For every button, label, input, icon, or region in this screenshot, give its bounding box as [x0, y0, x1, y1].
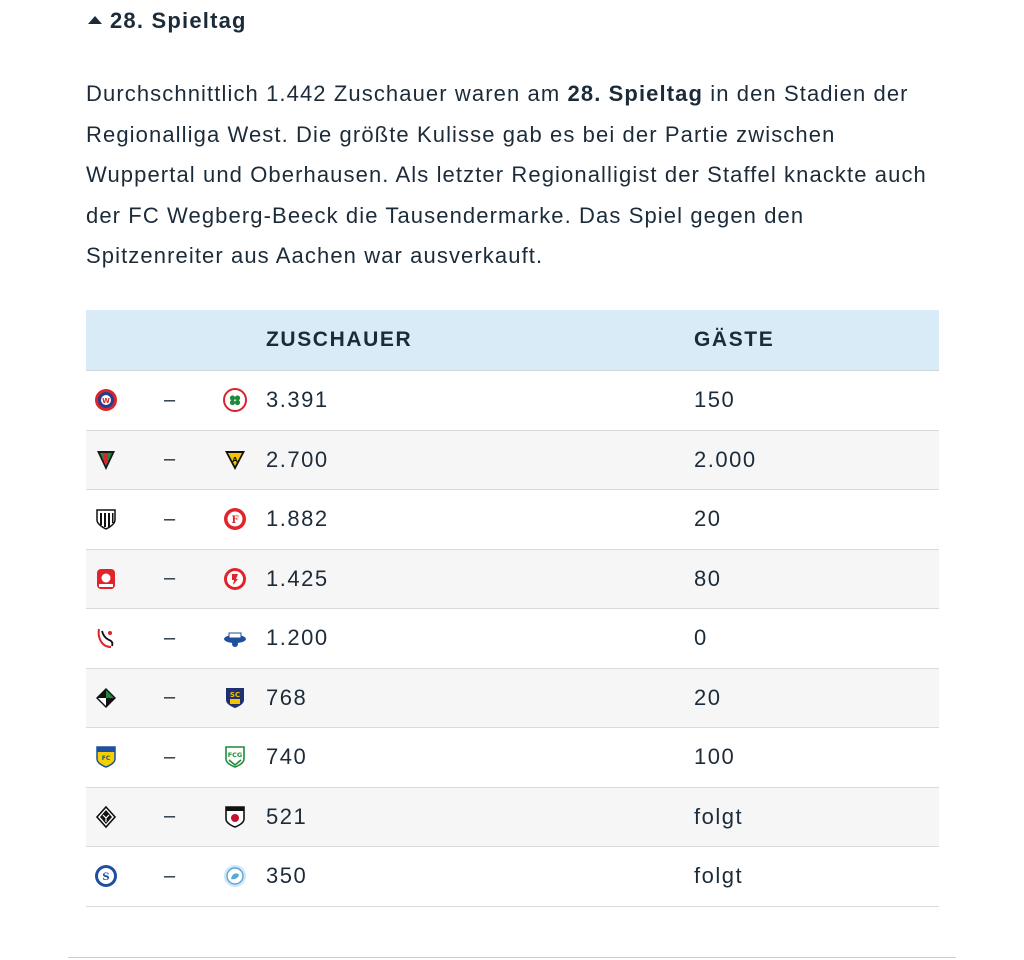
- bocholt-crest-icon: [94, 567, 118, 591]
- aachen-crest-icon: [223, 448, 247, 472]
- zuschauer-value: 768: [266, 684, 308, 710]
- paderborn-ii-crest-icon: [223, 626, 247, 650]
- match-dash: –: [164, 805, 176, 828]
- match-dash: –: [164, 448, 176, 471]
- zuschauer-value: 1.200: [266, 625, 329, 651]
- table-header: [86, 310, 939, 371]
- gladbach-ii-crest-icon: [94, 805, 118, 829]
- roedinghausen-crest-icon: [223, 805, 247, 829]
- svg-text:W: W: [102, 397, 110, 406]
- zuschauer-value: 3.391: [266, 387, 329, 413]
- lippstadt-crest-icon: [223, 864, 247, 888]
- wiedenbrueck-crest-icon: [94, 507, 118, 531]
- svg-text:F: F: [231, 515, 239, 527]
- zuschauer-value: 521: [266, 803, 308, 829]
- gaeste-value: 80: [694, 565, 722, 591]
- zuschauer-value: 1.425: [266, 565, 329, 591]
- zuschauer-value: 2.700: [266, 446, 329, 472]
- match-dash: –: [164, 864, 176, 887]
- table-row: [86, 669, 939, 729]
- gaeste-value: 150: [694, 387, 736, 413]
- attendance-table: [86, 310, 939, 907]
- gaeste-value: 0: [694, 625, 708, 651]
- zuschauer-value: 350: [266, 863, 308, 889]
- section-toggle[interactable]: [88, 6, 247, 36]
- gaeste-value: 20: [694, 506, 722, 532]
- match-dash: –: [164, 388, 176, 411]
- table-row: [86, 847, 939, 907]
- wuppertal-crest-icon: [94, 388, 118, 412]
- intro-text-2: in den Stadien der Regionalliga West. Die größte Kulisse gab es bei der Partie zwischen Wuppertal und Oberhausen. Als letzter Regionalligist der Staffel knackte auch der FC Wegberg-Beeck die Tausendermarke. Das Spiel gegen den Spitzenreiter aus Aachen war ausverkauft.: [86, 81, 927, 268]
- intro-paragraph: [86, 74, 946, 277]
- match-dash: –: [164, 626, 176, 649]
- table-row: [86, 609, 939, 669]
- zuschauer-value: 740: [266, 744, 308, 770]
- table-row: [86, 490, 939, 550]
- gaeste-value: 100: [694, 744, 736, 770]
- table-row: [86, 371, 939, 431]
- schalke-ii-crest-icon: [94, 864, 118, 888]
- match-dash: –: [164, 507, 176, 530]
- yellow-club-crest-icon: [94, 745, 118, 769]
- gaeste-value: folgt: [694, 863, 744, 889]
- match-dash: –: [164, 567, 176, 590]
- oberhausen-crest-icon: [223, 388, 247, 412]
- match-dash: –: [164, 686, 176, 709]
- gaeste-value: 20: [694, 684, 722, 710]
- table-row: [86, 431, 939, 491]
- wegberg-beeck-crest-icon: [94, 448, 118, 472]
- section-divider: [68, 957, 956, 958]
- header-zuschauer: ZUSCHAUER: [266, 328, 413, 351]
- gaeste-value: 2.000: [694, 446, 757, 472]
- intro-text-1: Durchschnittlich 1.442 Zuschauer waren am: [86, 81, 568, 106]
- sc-crest-icon: [223, 686, 247, 710]
- svg-text:S: S: [102, 872, 110, 884]
- match-dash: –: [164, 745, 176, 768]
- svg-text:A: A: [232, 455, 238, 464]
- gaeste-value: folgt: [694, 803, 744, 829]
- guetersloh-crest-icon: [94, 686, 118, 710]
- table-row: [86, 788, 939, 848]
- fcg-crest-icon: [223, 745, 247, 769]
- header-gaeste: GÄSTE: [694, 328, 775, 351]
- intro-text-bold: 28. Spieltag: [567, 81, 703, 106]
- duesseldorf-ii-crest-icon: [223, 507, 247, 531]
- zuschauer-value: 1.882: [266, 506, 329, 532]
- table-row: [86, 728, 939, 788]
- section-title: 28. Spieltag: [110, 8, 247, 33]
- koeln-ii-crest-icon: [94, 626, 118, 650]
- svg-text:SC: SC: [229, 690, 241, 699]
- fortuna-koeln-crest-icon: [223, 567, 247, 591]
- svg-text:FC: FC: [101, 755, 111, 763]
- table-row: [86, 550, 939, 610]
- svg-text:FCG: FCG: [227, 751, 243, 760]
- caret-up-icon[interactable]: [88, 16, 102, 24]
